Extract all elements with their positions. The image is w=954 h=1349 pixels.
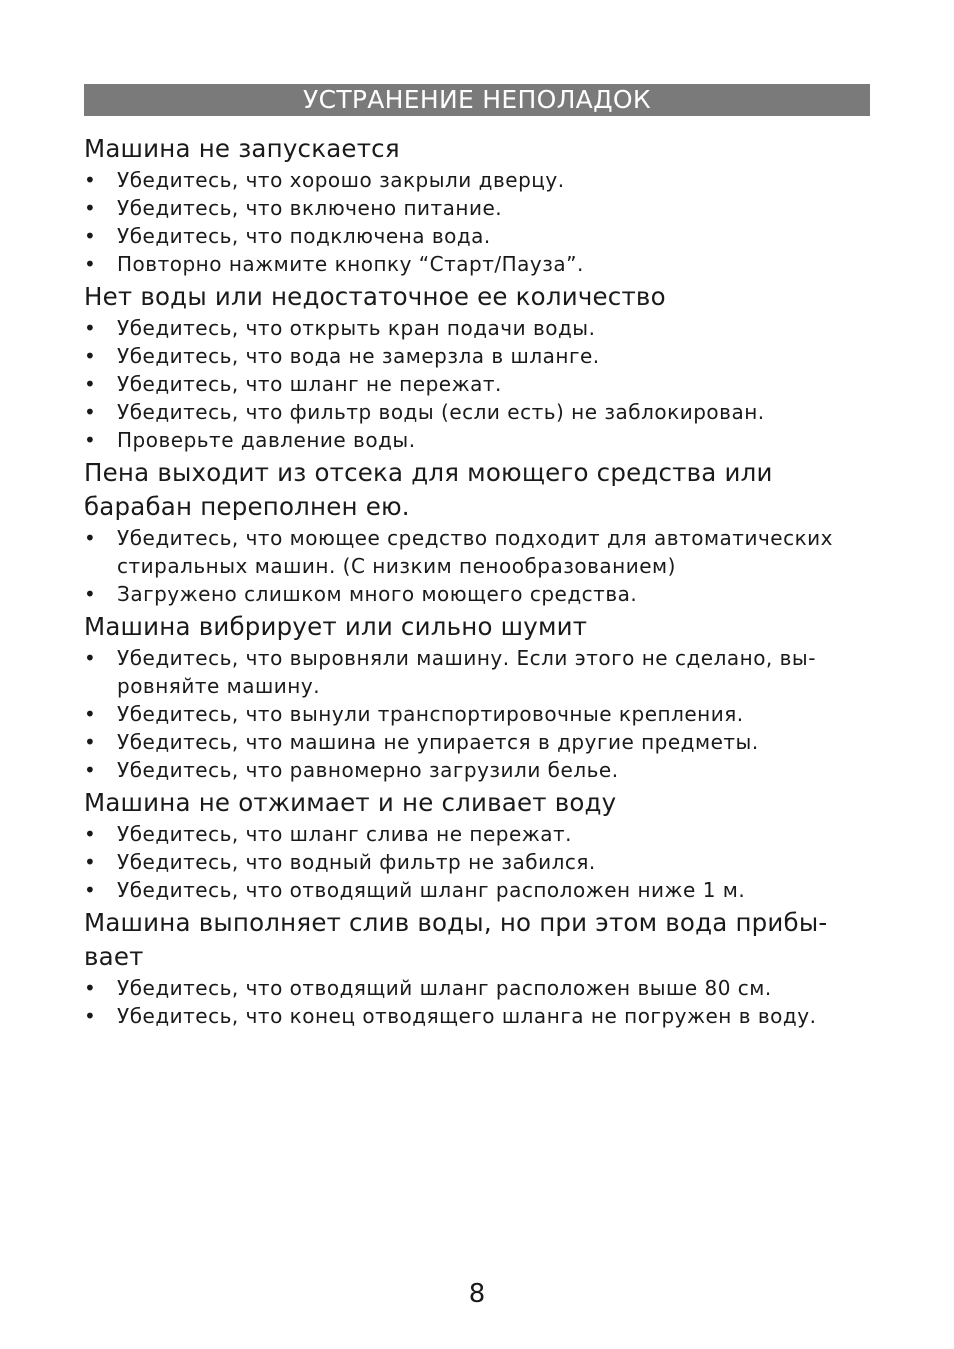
list-item-text: Убедитесь, что вынули транспортировочные крепления. <box>117 702 744 726</box>
list-item <box>84 524 870 580</box>
list-item-text: Проверьте давление воды. <box>117 428 416 452</box>
bullet-icon: • <box>84 878 97 902</box>
section-no-water <box>84 280 870 454</box>
bullet-list <box>84 644 870 784</box>
list-item <box>84 194 870 222</box>
list-item-text: Убедитесь, что отводящий шланг расположен выше 80 см. <box>117 976 772 1000</box>
bullet-icon: • <box>84 224 97 248</box>
list-item-text: Убедитесь, что фильтр воды (если есть) не заблокирован. <box>117 400 765 424</box>
section-no-spin-drain <box>84 786 870 904</box>
bullet-list <box>84 820 870 904</box>
list-item-text: Убедитесь, что шланг не пережат. <box>117 372 502 396</box>
section-heading: Машина вибрирует или сильно шумит <box>84 612 588 641</box>
list-item <box>84 756 870 784</box>
bullet-icon: • <box>84 526 97 550</box>
list-item-text: Убедитесь, что шланг слива не пережат. <box>117 822 573 846</box>
list-item <box>84 876 870 904</box>
page-title: УСТРАНЕНИЕ НЕПОЛАДОК <box>84 84 870 116</box>
list-item <box>84 1002 870 1030</box>
bullet-icon: • <box>84 400 97 424</box>
list-item <box>84 250 870 278</box>
list-item-text: Убедитесь, что хорошо закрыли дверцу. <box>117 168 565 192</box>
bullet-list <box>84 524 870 608</box>
list-item-text: Убедитесь, что равномерно загрузили белье. <box>117 758 619 782</box>
list-item-text: Убедитесь, что подключена вода. <box>117 224 491 248</box>
bullet-list <box>84 314 870 454</box>
list-item <box>84 314 870 342</box>
bullet-icon: • <box>84 582 97 606</box>
list-item <box>84 700 870 728</box>
list-item-text: Убедитесь, что водный фильтр не забился. <box>117 850 596 874</box>
bullet-icon: • <box>84 196 97 220</box>
list-item <box>84 342 870 370</box>
section-heading: Нет воды или недостаточное ее количество <box>84 282 666 311</box>
list-item <box>84 370 870 398</box>
section-not-starting <box>84 132 870 278</box>
section-heading: Машина выполняет слив воды, но при этом вода прибывает <box>84 908 828 971</box>
list-item <box>84 974 870 1002</box>
list-item <box>84 398 870 426</box>
list-item-text: Убедитесь, что открыть кран подачи воды. <box>117 316 596 340</box>
bullet-icon: • <box>84 702 97 726</box>
bullet-icon: • <box>84 822 97 846</box>
bullet-icon: • <box>84 758 97 782</box>
list-item-text: Убедитесь, что моющее средство подходит для автоматических стиральных машин. (С низким пенообразованием) <box>117 526 833 578</box>
bullet-icon: • <box>84 1004 97 1028</box>
list-item-text: Повторно нажмите кнопку “Старт/Пауза”. <box>117 252 584 276</box>
section-heading: Машина не запускается <box>84 134 400 163</box>
section-heading: Пена выходит из отсека для моющего средства или барабан переполнен ею. <box>84 458 773 521</box>
bullet-icon: • <box>84 730 97 754</box>
troubleshooting-sections <box>84 132 870 1030</box>
list-item-text: Убедитесь, что выровняли машину. Если этого не сделано, выровняйте машину. <box>117 646 816 698</box>
list-item <box>84 644 870 700</box>
bullet-icon: • <box>84 344 97 368</box>
section-water-rising <box>84 906 870 1030</box>
page-number: 8 <box>468 1279 486 1309</box>
list-item <box>84 222 870 250</box>
list-item <box>84 426 870 454</box>
section-vibration-noise <box>84 610 870 784</box>
list-item-text: Убедитесь, что включено питание. <box>117 196 503 220</box>
bullet-icon: • <box>84 252 97 276</box>
list-item-text: Убедитесь, что вода не замерзла в шланге. <box>117 344 600 368</box>
bullet-icon: • <box>84 976 97 1000</box>
bullet-icon: • <box>84 428 97 452</box>
list-item-text: Загружено слишком много моющего средства. <box>117 582 638 606</box>
list-item <box>84 728 870 756</box>
list-item <box>84 848 870 876</box>
bullet-icon: • <box>84 316 97 340</box>
section-foam-overflow <box>84 456 870 608</box>
list-item-text: Убедитесь, что конец отводящего шланга не погружен в воду. <box>117 1004 817 1028</box>
bullet-icon: • <box>84 168 97 192</box>
bullet-icon: • <box>84 850 97 874</box>
list-item <box>84 166 870 194</box>
list-item <box>84 820 870 848</box>
section-heading: Машина не отжимает и не сливает воду <box>84 788 617 817</box>
list-item-text: Убедитесь, что отводящий шланг расположен ниже 1 м. <box>117 878 746 902</box>
bullet-icon: • <box>84 646 97 670</box>
bullet-list <box>84 166 870 278</box>
list-item <box>84 580 870 608</box>
page-content <box>84 84 870 1032</box>
list-item-text: Убедитесь, что машина не упирается в другие предметы. <box>117 730 759 754</box>
bullet-icon: • <box>84 372 97 396</box>
bullet-list <box>84 974 870 1030</box>
